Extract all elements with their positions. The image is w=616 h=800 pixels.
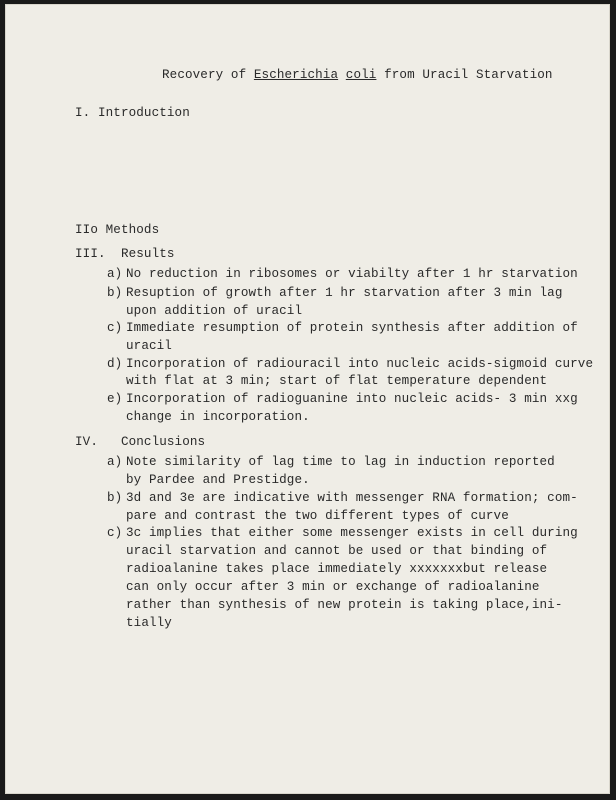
conclusion-item-b-line: pare and contrast the two different types of curve — [126, 509, 509, 523]
results-item-a-line: No reduction in ribosomes or viabilty after 1 hr starvation — [126, 267, 578, 281]
results-item-c-marker: c) — [107, 321, 123, 335]
conclusion-item-a-line: by Pardee and Prestidge. — [126, 473, 310, 487]
document-title — [162, 67, 553, 83]
results-item-e-line: change in incorporation. — [126, 410, 310, 424]
typed-page — [5, 4, 610, 794]
conclusion-item-a-marker: a) — [107, 455, 123, 469]
conclusion-item-c-marker: c) — [107, 526, 123, 540]
conclusion-item-a-line: Note similarity of lag time to lag in induction reported — [126, 455, 555, 469]
results-item-e-line: Incorporation of radioguanine into nucleic acids- 3 min xxg — [126, 392, 578, 406]
results-item-b-line: upon addition of uracil — [126, 304, 303, 318]
conclusion-item-b-line: 3d and 3e are indicative with messenger RNA formation; com- — [126, 491, 578, 505]
results-item-d-marker: d) — [107, 357, 123, 371]
conclusion-item-c-line: uracil starvation and cannot be used or that binding of — [126, 544, 548, 558]
conclusion-item-c-line: can only occur after 3 min or exchange of radioalanine — [126, 580, 540, 594]
results-item-b-line: Resuption of growth after 1 hr starvation after 3 min lag — [126, 286, 563, 300]
conclusion-item-c-line: tially — [126, 616, 172, 630]
results-item-b-marker: b) — [107, 286, 123, 300]
conclusion-item-b-marker: b) — [107, 491, 123, 505]
section-conclusions: IV. Conclusions — [75, 435, 206, 449]
results-item-d-line: with flat at 3 min; start of flat temperature dependent — [126, 374, 548, 388]
title-genus: Escherichia — [253, 68, 339, 82]
section-results: III. Results — [75, 247, 175, 261]
results-item-e-marker: e) — [107, 392, 123, 406]
title-suffix: from Uracil Starvation — [376, 68, 553, 82]
results-item-c-line: uracil — [126, 339, 172, 353]
results-item-d-line: Incorporation of radiouracil into nucleic acids-sigmoid curve — [126, 357, 594, 371]
title-prefix: Recovery of — [162, 68, 254, 82]
conclusion-item-c-line: 3c implies that either some messenger exists in cell during — [126, 526, 578, 540]
conclusion-item-c-line: radioalanine takes place immediately xxxxxxxbut release — [126, 562, 548, 576]
conclusion-item-c-line: rather than synthesis of new protein is taking place,ini- — [126, 598, 563, 612]
section-methods: IIo Methods — [75, 223, 160, 237]
results-item-c-line: Immediate resumption of protein synthesis after addition of — [126, 321, 578, 335]
results-item-a-marker: a) — [107, 267, 123, 281]
title-species: coli — [345, 68, 377, 82]
section-introduction: I. Introduction — [75, 106, 190, 120]
